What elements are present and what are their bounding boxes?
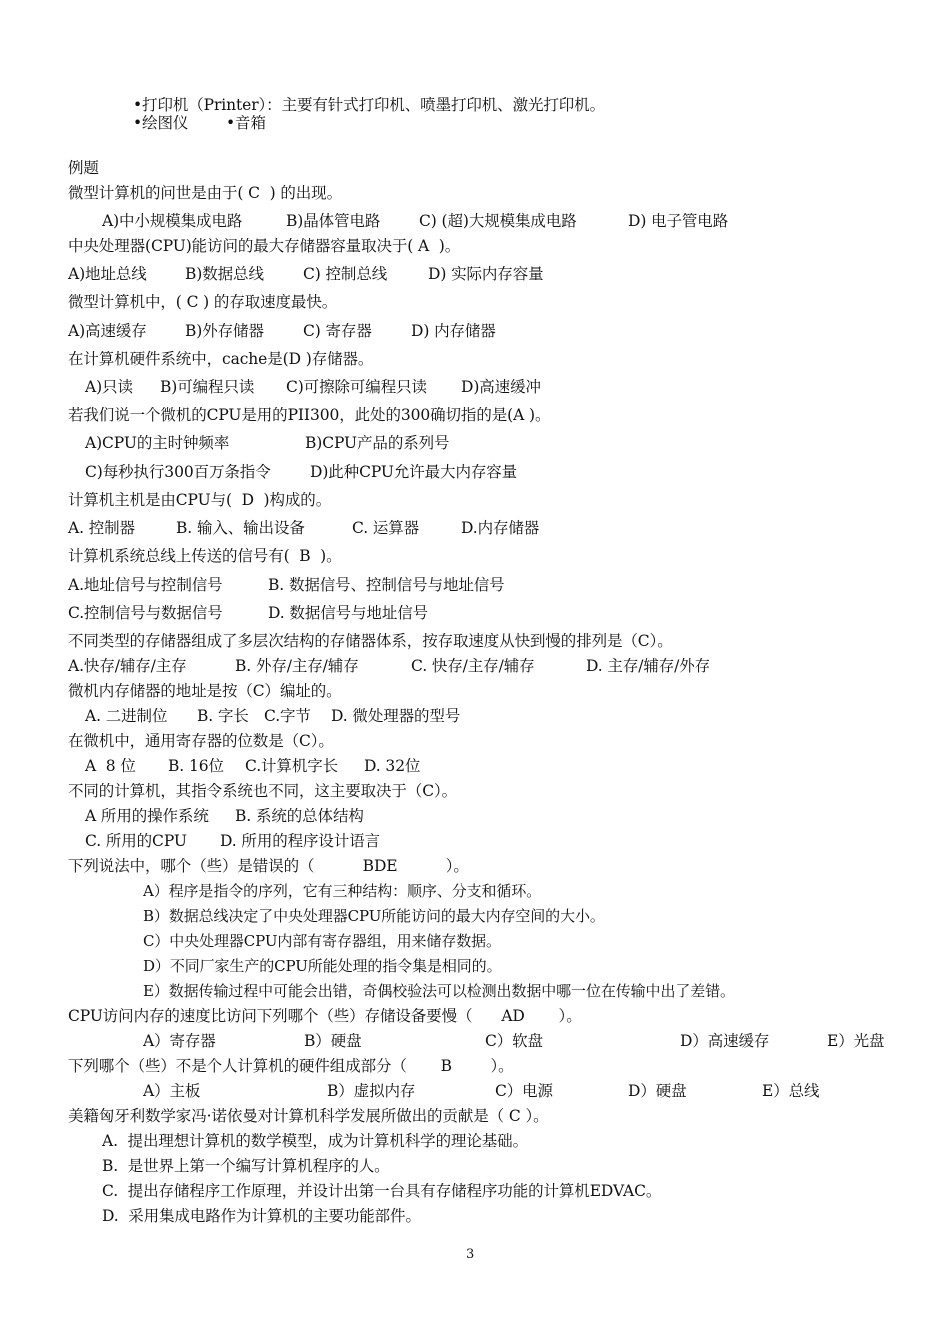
option: B)外存储器 bbox=[185, 322, 264, 340]
question-stem: 微机内存储器的地址是按（C）编址的。 bbox=[68, 682, 342, 700]
option: A. 提出理想计算机的数学模型，成为计算机科学的理论基础。 bbox=[102, 1132, 528, 1150]
option: A）主板 bbox=[143, 1082, 201, 1100]
option: D. 主存/辅存/外存 bbox=[586, 657, 711, 675]
option: A)CPU的主时钟频率 bbox=[85, 434, 230, 452]
question-stem: 不同的计算机，其指令系统也不同，这主要取决于（C）。 bbox=[68, 782, 458, 800]
option: D. 32位 bbox=[364, 757, 421, 775]
question-stem: 计算机主机是由CPU与( D )构成的。 bbox=[68, 491, 332, 509]
question-stem: 微型计算机中，( C ) 的存取速度最快。 bbox=[68, 293, 338, 311]
question-stem: 下列哪个（些）不是个人计算机的硬件组成部分（ B ）。 bbox=[68, 1057, 514, 1075]
option: A. 控制器 bbox=[68, 519, 135, 537]
option: D)高速缓冲 bbox=[461, 378, 541, 396]
option: A）程序是指令的序列，它有三种结构：顺序、分支和循环。 bbox=[143, 882, 542, 900]
option: C.计算机字长 bbox=[245, 757, 339, 775]
option: E）光盘 bbox=[827, 1032, 885, 1050]
option: A)高速缓存 bbox=[68, 322, 147, 340]
option: C. 运算器 bbox=[352, 519, 420, 537]
option: B. 输入、输出设备 bbox=[176, 519, 305, 537]
option: D. 所用的程序设计语言 bbox=[220, 832, 381, 850]
option: C. 快存/主存/辅存 bbox=[411, 657, 535, 675]
bullet-printer: •打印机（Printer）：主要有针式打印机、喷墨打印机、激光打印机。 bbox=[133, 96, 605, 114]
option: A.地址信号与控制信号 bbox=[68, 576, 223, 594]
question-stem: CPU访问内存的速度比访问下列哪个（些）存储设备要慢（ AD ）。 bbox=[68, 1007, 582, 1025]
option: B. 外存/主存/辅存 bbox=[235, 657, 359, 675]
question-stem: 微型计算机的问世是由于( C ) 的出现。 bbox=[68, 184, 342, 202]
bullet-plotter: •绘图仪 bbox=[133, 114, 189, 132]
option: C) (超)大规模集成电路 bbox=[419, 212, 577, 230]
question-stem: 美籍匈牙利数学家冯·诺依曼对计算机科学发展所做出的贡献是（ C ）。 bbox=[68, 1107, 549, 1125]
option: A 8 位 bbox=[85, 757, 136, 775]
option: B）硬盘 bbox=[304, 1032, 362, 1050]
option: A. 二进制位 bbox=[85, 707, 168, 725]
option: A 所用的操作系统 bbox=[85, 807, 209, 825]
question-stem: 在计算机硬件系统中，cache是(D )存储器。 bbox=[68, 350, 374, 368]
option: D) 实际内存容量 bbox=[428, 265, 544, 283]
option: D)此种CPU允许最大内存容量 bbox=[310, 463, 518, 481]
option: D）不同厂家生产的CPU所能处理的指令集是相同的。 bbox=[143, 957, 502, 975]
option: C）软盘 bbox=[485, 1032, 543, 1050]
option: B. 数据信号、控制信号与地址信号 bbox=[268, 576, 505, 594]
option: B. 16位 bbox=[168, 757, 224, 775]
option: D) 内存储器 bbox=[411, 322, 496, 340]
option: D. 数据信号与地址信号 bbox=[268, 604, 429, 622]
option: C. 所用的CPU bbox=[85, 832, 187, 850]
option: D）高速缓存 bbox=[680, 1032, 770, 1050]
option: B)可编程只读 bbox=[160, 378, 255, 396]
question-stem: 下列说法中，哪个（些）是错误的（ BDE ）。 bbox=[68, 857, 469, 875]
option: C）电源 bbox=[495, 1082, 553, 1100]
option: C)每秒执行300百万条指令 bbox=[85, 463, 271, 481]
option: E）总线 bbox=[762, 1082, 820, 1100]
page-number: 3 bbox=[466, 1247, 475, 1262]
option: B)数据总线 bbox=[185, 265, 264, 283]
option: B. 是世界上第一个编写计算机程序的人。 bbox=[102, 1157, 390, 1175]
option: B. 系统的总体结构 bbox=[235, 807, 364, 825]
option: D.内存储器 bbox=[461, 519, 540, 537]
option: B）数据总线决定了中央处理器CPU所能访问的最大内存空间的大小。 bbox=[143, 907, 605, 925]
question-stem: 计算机系统总线上传送的信号有( B )。 bbox=[68, 547, 342, 565]
option: C) 控制总线 bbox=[303, 265, 388, 283]
option: B)晶体管电路 bbox=[286, 212, 381, 230]
option: E）数据传输过程中可能会出错，奇偶校验法可以检测出数据中哪一位在传输中出了差错。 bbox=[143, 982, 735, 1000]
option: D) 电子管电路 bbox=[628, 212, 729, 230]
question-stem: 中央处理器(CPU)能访问的最大存储器容量取决于( A )。 bbox=[68, 237, 461, 255]
question-stem: 不同类型的存储器组成了多层次结构的存储器体系，按存取速度从快到慢的排列是（C）。 bbox=[68, 632, 673, 650]
option: C）中央处理器CPU内部有寄存器组，用来储存数据。 bbox=[143, 932, 501, 950]
option: B. 字长 bbox=[197, 707, 249, 725]
option: D. 采用集成电路作为计算机的主要功能部件。 bbox=[102, 1207, 421, 1225]
option: A)只读 bbox=[85, 378, 133, 396]
question-stem: 若我们说一个微机的CPU是用的PII300，此处的300确切指的是(A )。 bbox=[68, 406, 551, 424]
option: C) 寄存器 bbox=[303, 322, 372, 340]
option: B)CPU产品的系列号 bbox=[305, 434, 450, 452]
option: A）寄存器 bbox=[143, 1032, 216, 1050]
option: C.控制信号与数据信号 bbox=[68, 604, 223, 622]
option: B）虚拟内存 bbox=[327, 1082, 416, 1100]
question-stem: 在微机中，通用寄存器的位数是（C）。 bbox=[68, 732, 334, 750]
option: A)地址总线 bbox=[68, 265, 147, 283]
option: D）硬盘 bbox=[628, 1082, 687, 1100]
option: C.字节 bbox=[264, 707, 311, 725]
bullet-speaker: •音箱 bbox=[226, 114, 266, 132]
option: D. 微处理器的型号 bbox=[331, 707, 461, 725]
option: C. 提出存储程序工作原理，并设计出第一台具有存储程序功能的计算机EDVAC。 bbox=[102, 1182, 662, 1200]
option: A)中小规模集成电路 bbox=[102, 212, 243, 230]
section-title: 例题 bbox=[68, 159, 99, 177]
option: C)可擦除可编程只读 bbox=[286, 378, 427, 396]
option: A.快存/辅存/主存 bbox=[68, 657, 187, 675]
